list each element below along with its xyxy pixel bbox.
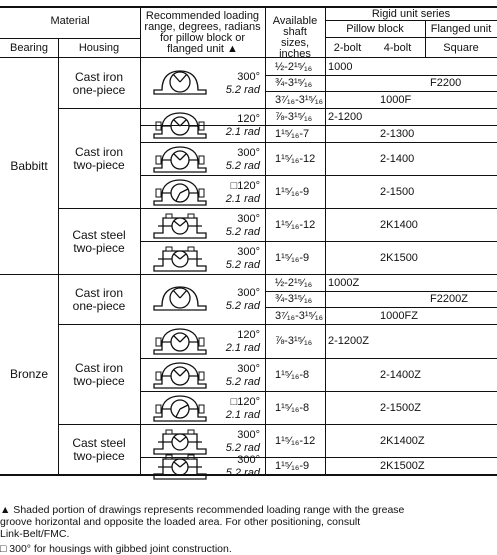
series-2-bolt: 1000 bbox=[328, 60, 353, 73]
row-rule bbox=[140, 142, 497, 143]
housing-label-line-1: Cast steel bbox=[72, 436, 126, 450]
rule-under-pillow bbox=[325, 37, 497, 38]
shaft-size: 3⁷⁄₁₆-3¹⁵⁄₁₆ bbox=[275, 309, 324, 322]
loading-radians: 2.1 rad bbox=[225, 342, 260, 354]
shaft-size: ½-2¹⁵⁄₁₆ bbox=[275, 60, 313, 73]
loading-degrees: □120° bbox=[230, 179, 260, 192]
header-material: Material bbox=[50, 15, 90, 27]
shaft-size: 1¹⁵⁄₁₆-9 bbox=[275, 185, 310, 198]
housing-label-line-1: Cast iron bbox=[74, 70, 124, 84]
header-flanged-unit: Flanged unit bbox=[430, 23, 492, 35]
header-2-bolt: 2-bolt bbox=[333, 42, 362, 54]
series-square: F2200Z bbox=[430, 293, 468, 305]
housing-label-line-2: one-piece bbox=[72, 83, 126, 97]
pillow-block-two-piece-icon bbox=[150, 144, 210, 174]
series-2-bolt: 1000Z bbox=[328, 276, 360, 289]
housing-label-line-2: two-piece bbox=[73, 374, 125, 388]
shaft-size: 1¹⁵⁄₁₆-12 bbox=[275, 152, 316, 165]
vline-pillow-flanged bbox=[425, 20, 426, 57]
shaft-size: 1¹⁵⁄₁₆-8 bbox=[275, 368, 310, 381]
shaft-size: 1¹⁵⁄₁₆-9 bbox=[275, 459, 310, 472]
header-4-bolt: 4-bolt bbox=[383, 42, 412, 54]
header-loading-line-1: Recommended loading bbox=[145, 10, 260, 22]
series-4-bolt: 2K1400Z bbox=[380, 434, 425, 447]
shaft-size: ½-2¹⁵⁄₁₆ bbox=[275, 276, 313, 289]
series-4-bolt: 2-1300 bbox=[380, 127, 415, 140]
header-bearing: Bearing bbox=[10, 42, 48, 54]
pillow-block-two-piece-icon bbox=[150, 326, 210, 356]
rule-under-material bbox=[0, 38, 140, 39]
loading-degrees: 300° bbox=[237, 453, 260, 466]
series-4-bolt: 2K1500 bbox=[380, 251, 418, 264]
series-2-bolt: 2-1200 bbox=[328, 110, 363, 123]
pillow-block-gibbed-icon bbox=[150, 177, 210, 207]
loading-degrees: 120° bbox=[237, 113, 260, 125]
loading-degrees: 300° bbox=[237, 245, 260, 258]
loading-radians: 5.2 rad bbox=[225, 84, 260, 96]
series-4-bolt: 2K1400 bbox=[380, 218, 418, 231]
shaft-size: ⅞-3¹⁵⁄₁₆ bbox=[275, 110, 313, 123]
footnote-triangle-line-2: groove horizontal and opposite the loaded area. For other positioning, consult bbox=[0, 516, 361, 528]
loading-radians: 2.1 rad bbox=[225, 192, 260, 205]
shaft-size: ¾-3¹⁵⁄₁₆ bbox=[275, 77, 313, 89]
housing-label-line-1: Cast iron bbox=[74, 145, 124, 159]
header-loading-line-3: for pillow block or bbox=[160, 32, 245, 44]
loading-radians: 5.2 rad bbox=[225, 225, 260, 238]
header-shaft-line-4: inches bbox=[279, 48, 311, 60]
pillow-block-cast-steel-icon bbox=[150, 243, 210, 273]
loading-radians: 5.2 rad bbox=[225, 300, 260, 312]
housing-label-line-2: one-piece bbox=[72, 299, 126, 313]
series-4-bolt: 1000F bbox=[380, 93, 412, 106]
housing-label-line-2: two-piece bbox=[73, 158, 125, 172]
row-rule bbox=[265, 307, 497, 308]
series-4-bolt: 2-1500 bbox=[380, 185, 415, 198]
shaft-size: ¾-3¹⁵⁄₁₆ bbox=[275, 293, 313, 305]
housing-label-line-2: two-piece bbox=[73, 449, 125, 463]
header-housing: Housing bbox=[78, 42, 120, 54]
shaft-size: 1¹⁵⁄₁₆-8 bbox=[275, 401, 310, 414]
bearing-label: Babbitt bbox=[10, 159, 48, 173]
series-2-bolt: 2-1200Z bbox=[328, 335, 369, 347]
shaft-size: ⅞-3¹⁵⁄₁₆ bbox=[275, 335, 313, 347]
housing-label-line-1: Cast iron bbox=[74, 286, 124, 300]
header-shaft-line-2: shaft bbox=[283, 26, 307, 38]
rule-under-rigid bbox=[325, 20, 497, 21]
loading-degrees: 300° bbox=[237, 146, 260, 159]
series-4-bolt: 1000FZ bbox=[380, 309, 418, 322]
vline-bearing-housing bbox=[58, 38, 59, 475]
series-square: F2200 bbox=[430, 77, 462, 89]
housing-label-line-1: Cast iron bbox=[74, 361, 124, 375]
header-pillow-block: Pillow block bbox=[346, 23, 404, 35]
group-rule bbox=[58, 424, 497, 425]
loading-radians: 5.2 rad bbox=[225, 159, 260, 172]
shaft-size: 1¹⁵⁄₁₆-7 bbox=[275, 127, 310, 140]
loading-degrees: 300° bbox=[237, 428, 260, 441]
shaft-size: 1¹⁵⁄₁₆-12 bbox=[275, 434, 316, 447]
header-rigid-unit-series: Rigid unit series bbox=[371, 8, 451, 20]
loading-degrees: 300° bbox=[237, 287, 260, 299]
series-4-bolt: 2K1500Z bbox=[380, 459, 425, 472]
row-rule bbox=[140, 457, 497, 458]
series-4-bolt: 2-1400 bbox=[380, 152, 415, 165]
bearing-label: Bronze bbox=[9, 367, 49, 381]
material-rule bbox=[0, 274, 497, 275]
header-loading-line-4: flanged unit ▲ bbox=[167, 43, 238, 55]
footnote-triangle-line-3: Link-Belt/FMC. bbox=[0, 528, 70, 540]
table-bottom-rule bbox=[0, 474, 497, 476]
row-rule bbox=[140, 125, 497, 126]
row-rule bbox=[140, 175, 497, 176]
loading-radians: 5.2 rad bbox=[225, 441, 260, 454]
row-rule bbox=[140, 241, 497, 242]
group-rule bbox=[58, 108, 497, 109]
group-rule bbox=[58, 208, 497, 209]
row-rule bbox=[265, 75, 497, 76]
row-rule bbox=[265, 91, 497, 92]
row-rule bbox=[265, 291, 497, 292]
shaft-size: 1¹⁵⁄₁₆-12 bbox=[275, 218, 316, 231]
loading-radians: 5.2 rad bbox=[225, 375, 260, 388]
row-rule bbox=[140, 358, 497, 359]
loading-degrees: 120° bbox=[237, 329, 260, 341]
header-bottom-rule bbox=[0, 57, 497, 58]
pillow-block-cast-steel-icon bbox=[150, 451, 210, 481]
series-4-bolt: 2-1400Z bbox=[380, 368, 421, 381]
pillow-block-gibbed-icon bbox=[150, 393, 210, 423]
row-rule bbox=[140, 391, 497, 392]
header-shaft-line-3: sizes, bbox=[280, 37, 310, 49]
loading-radians: 5.2 rad bbox=[225, 258, 260, 271]
loading-degrees: 300° bbox=[237, 362, 260, 375]
loading-radians: 2.1 rad bbox=[225, 126, 260, 138]
footnote-triangle-line-1: ▲ Shaded portion of drawings represents recommended loading range with the grease bbox=[0, 504, 405, 516]
pillow-block-one-piece-icon bbox=[150, 284, 210, 314]
header-shaft-line-1: Available bbox=[272, 15, 318, 27]
header-loading-line-2: range, degrees, radians bbox=[144, 21, 261, 33]
housing-label-line-1: Cast steel bbox=[72, 228, 126, 242]
loading-degrees: 300° bbox=[237, 71, 260, 83]
loading-radians: 5.2 rad bbox=[225, 466, 260, 479]
group-rule bbox=[58, 324, 497, 325]
loading-degrees: 300° bbox=[237, 212, 260, 225]
header-square: Square bbox=[443, 42, 479, 54]
pillow-block-cast-steel-icon bbox=[150, 210, 210, 240]
footnote-box: □ 300° for housings with gibbed joint construction. bbox=[0, 543, 232, 555]
pillow-block-two-piece-icon bbox=[150, 360, 210, 390]
shaft-size: 3⁷⁄₁₆-3¹⁵⁄₁₆ bbox=[275, 93, 324, 106]
loading-radians: 2.1 rad bbox=[225, 408, 260, 421]
loading-degrees: □120° bbox=[230, 395, 260, 408]
shaft-size: 1¹⁵⁄₁₆-9 bbox=[275, 251, 310, 264]
pillow-block-one-piece-icon bbox=[150, 68, 210, 98]
series-4-bolt: 2-1500Z bbox=[380, 401, 421, 414]
housing-label-line-2: two-piece bbox=[73, 241, 125, 255]
